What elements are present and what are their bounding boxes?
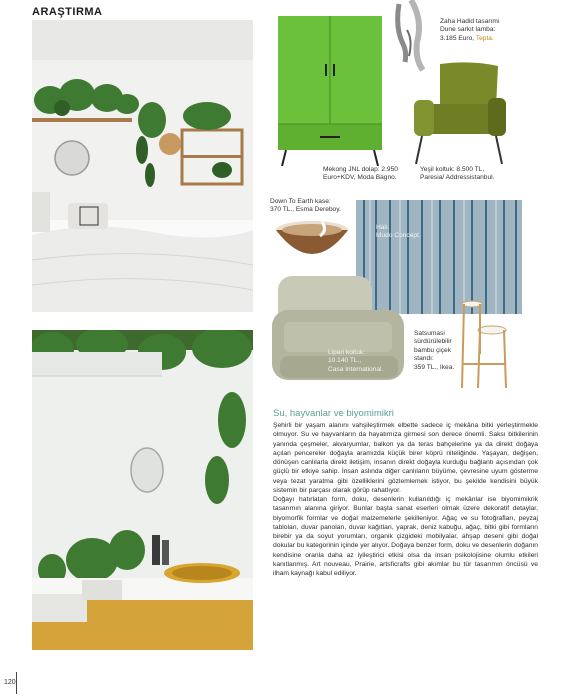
stand-caption-line: standı: [414,355,434,363]
bowl-caption-line: Down To Earth kase: [270,198,331,205]
lounge-caption-line: 10.140 TL., [328,357,362,365]
article-body [273,421,538,579]
green-cabinet-image [272,16,387,166]
lamp-caption [440,18,500,43]
stand-caption-line: sürdürülebilir [414,338,452,346]
rug-caption-line: Mudo Concept. [376,232,421,240]
stand-caption-line: bambu çiçek [414,346,452,354]
page-rule [16,672,17,694]
lounge-caption-line: Lipari koltuk: [328,349,366,356]
cabinet-caption-line: Mekong JNL dolap: 2.950 [323,166,398,173]
stand-caption-line: 359 TL., Ikea. [414,363,455,371]
section-title: ARAŞTIRMA [32,6,103,18]
armchair-caption [420,166,494,183]
article-title: Su, hayvanlar ve biyomimikri [273,408,394,419]
cabinet-caption-line: Euro+KDV, Moda Bagno. [323,174,397,182]
rug-caption-line: Halı: [376,224,390,231]
armchair-caption-line: Yeşil koltuk: 8.500 TL, [420,166,485,173]
cabinet-caption [323,166,398,183]
stand-caption-line: Satsumasi [414,330,445,337]
rug-caption [376,224,421,241]
sink-plants-photo [32,330,253,650]
article-paragraph: Doğayı hatırlatan form, doku, desenlerin kullanıldığı iç mekânlar ise biyomimikrik tasarımın alanına giriyor. Bunlar başta sanat eserleri olmak üzere dekoratif detaylar, biyomorfik formlar ve doğal malzemelerle şekilleniyor. Ağaç ve su fotoğrafları, peyzaj tabloları, duvar panoları, duvar kağıtları, yaprak, deniz kabuğu, ağaç, bitki gibi formların birebir ya da soyut yorumları, organik çizgideki mobilyalar, ahşap deseni gibi doğal dokular bu kategorinin içinde yer alıyor. Doğaya benzer form, doku ve desenlerin doğanın kendisine oranla daha az iyileştirici etkisi olsa da insan psikolojisine olumlu etkileri kanıtlanmış. Art nouveau, Prairie, artsficrafts gibi akımlar bu tür tasarımın öncüsü ve ilham kaynağı kabul ediliyor. [273,496,538,578]
bowl-caption [270,198,341,215]
wooden-bowl-image [272,218,352,262]
bowl-caption-line: 370 TL., Esma Dereboy. [270,206,341,214]
lamp-caption-line: Dune sarkıt lamba: [440,26,496,34]
armchair-caption-line: Paresia/ Addressistanbul. [420,174,495,182]
lamp-caption-source: Tepta. [475,34,494,42]
bamboo-stand-image [456,294,512,390]
bedroom-plants-photo [32,20,253,312]
lamp-caption-price: 3.185 Euro, [440,34,475,42]
lounge-caption [328,349,383,374]
stand-caption [414,330,454,372]
article-paragraph: Şehirli bir yaşam alanını vahşileştirmek elbette sadece iç mekâna bitki yerleştirmekle olmuyor. Su ve hayvanların da hayatımıza girmesi son derece önemli. Saksı bitkilerinin yanında çeşmeler, akvaryumlar, balkon ya da teras bahçelerine ya da direkt doğaya açılan pencereler doğayla aramızda küçük birer köprü niteliğinde. Yaşayan, değişen, dönüşen canlılarla direkt iletişim, insanın direkt doğayla kurduğu bağlantı açısından çok güçlü bir etkiye sahip. İnsan aslında diğer canlıların büyüme, çevresine uyum gösterme veya tezat yaratma gibi özelliklerini gözlemlemek istiyor, bu şekilde kendisini büyük sistemin bir parçası olarak görüp rahatlıyor. [273,422,538,494]
lounge-caption-line: Casa International. [328,365,384,373]
page-number: 120 [4,679,16,686]
olive-armchair-image [410,60,510,164]
lamp-caption-line: Zaha Hadid tasarımı [440,18,500,25]
